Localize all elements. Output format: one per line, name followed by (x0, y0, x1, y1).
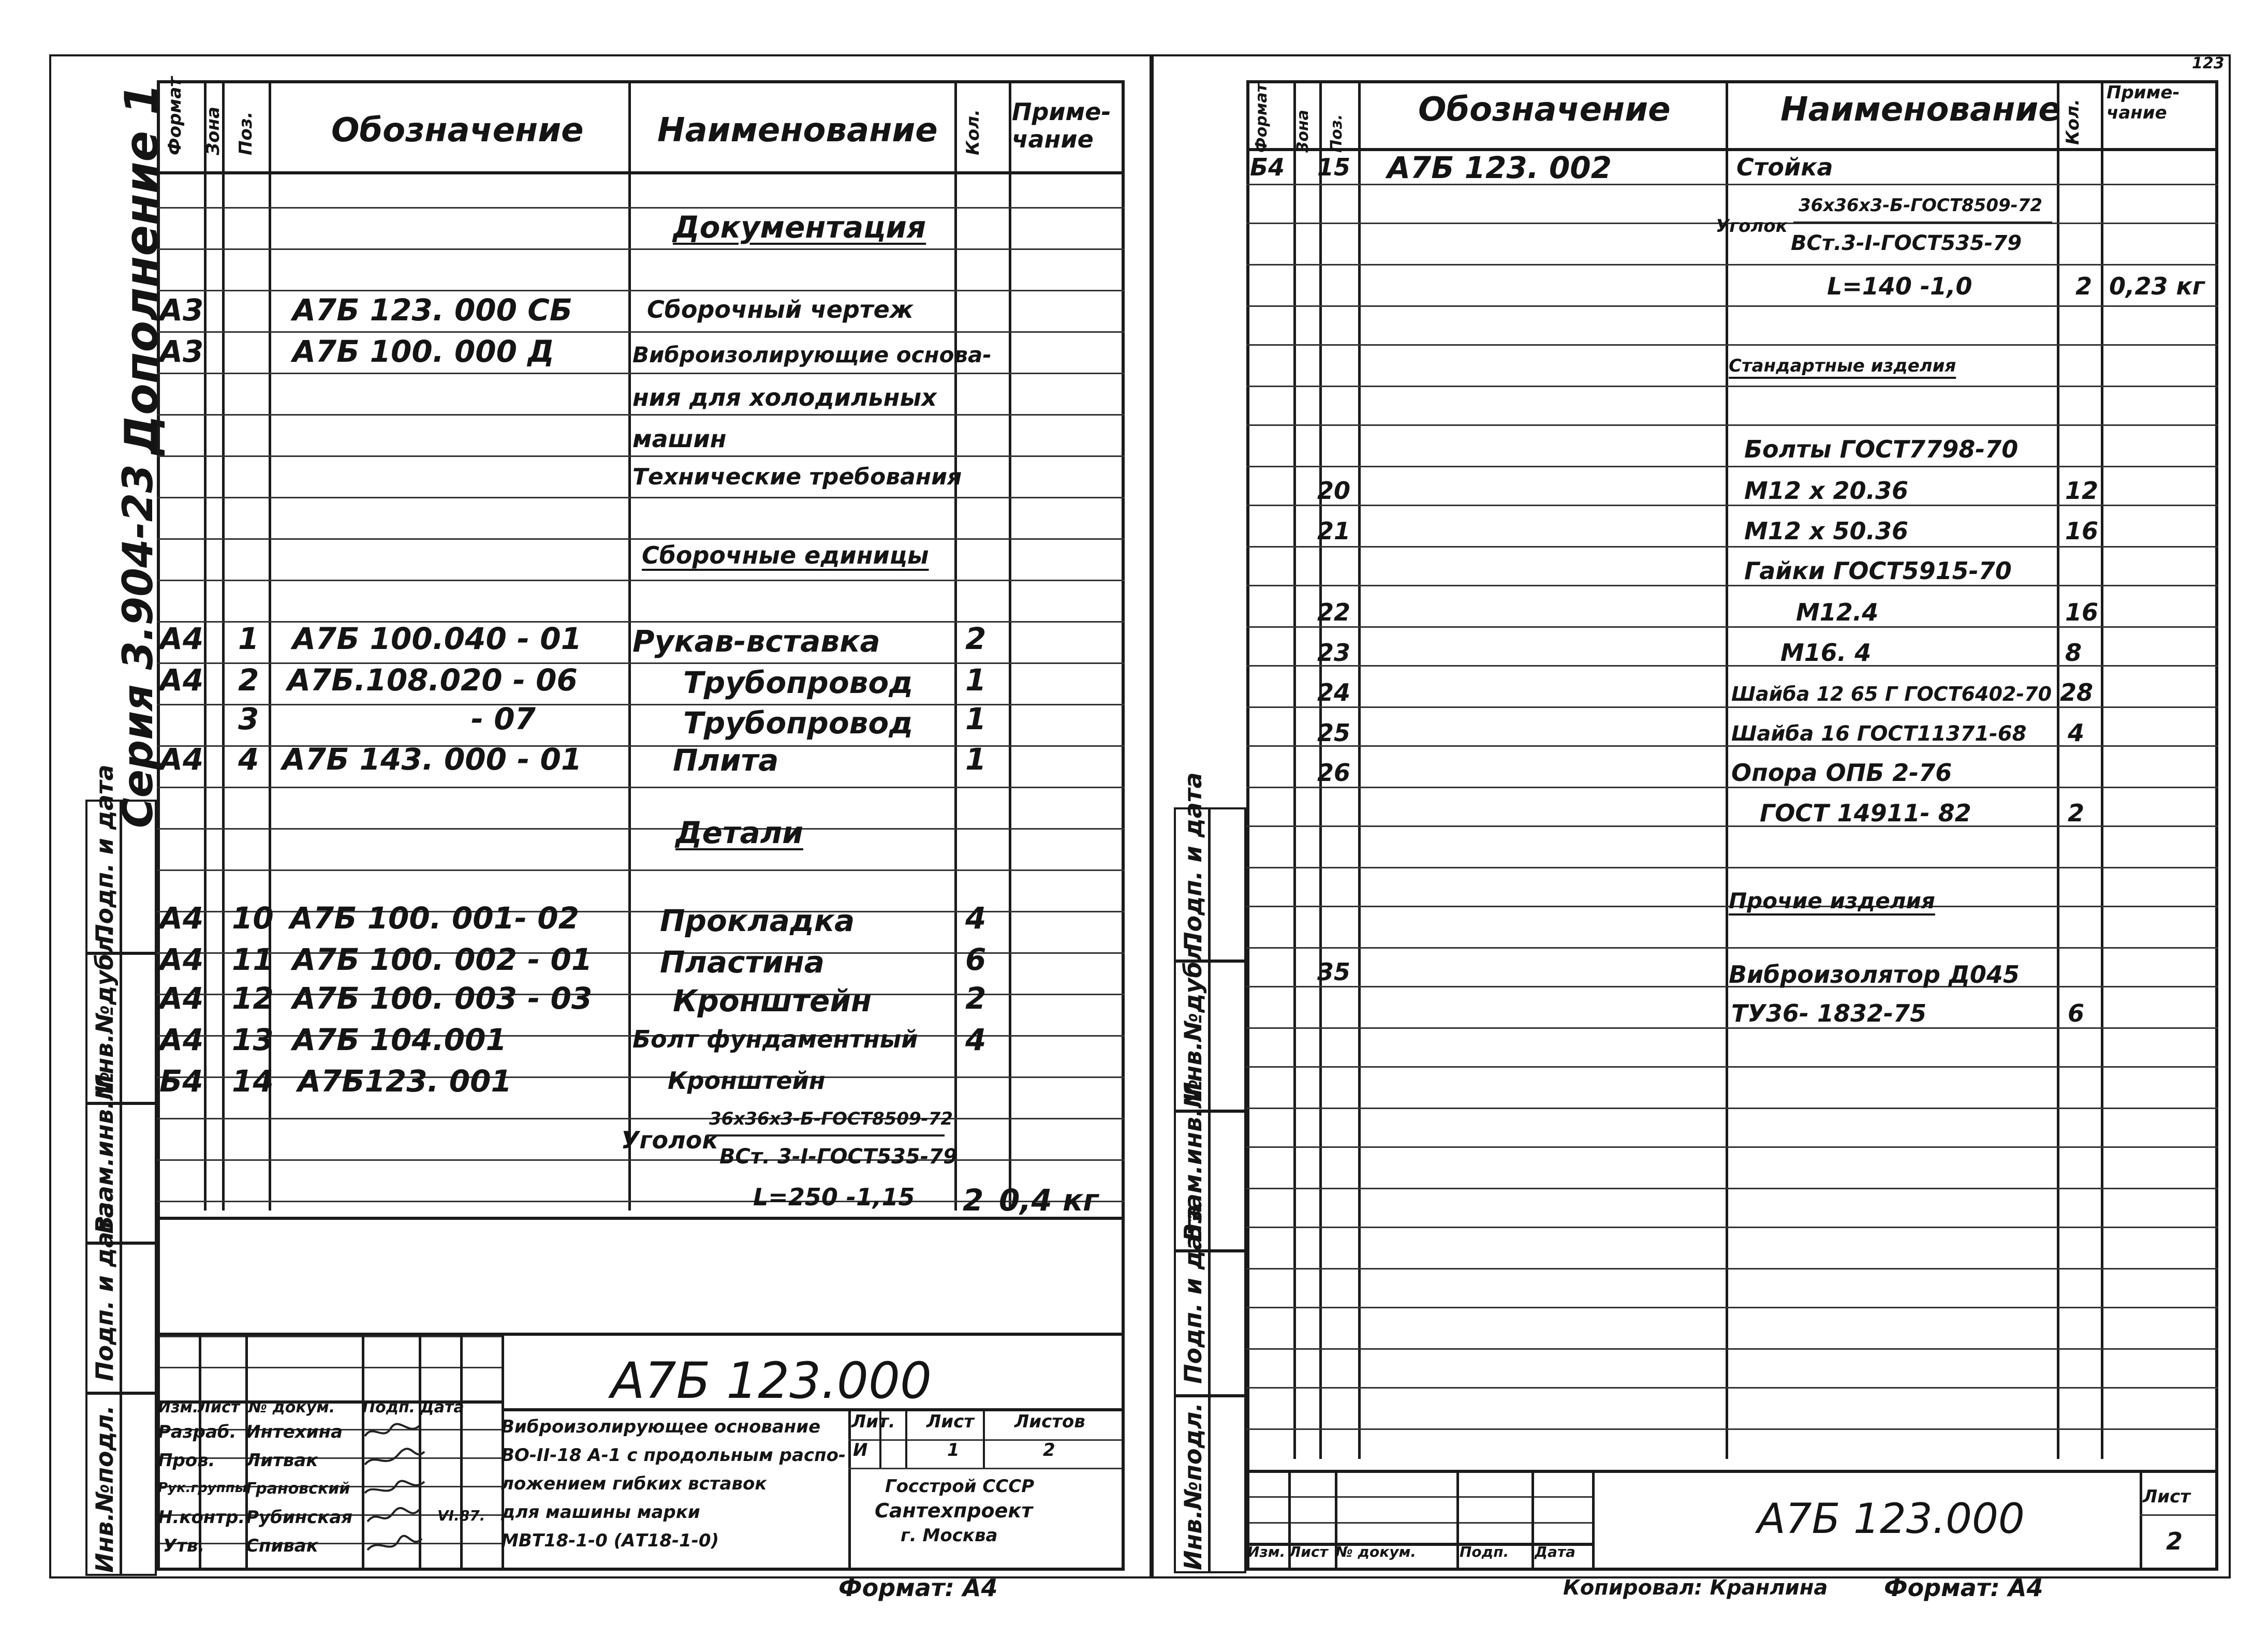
angle-note: 0,4 кг (999, 1183, 1099, 1218)
side-stamp-label: Взам.инв.№ (91, 1071, 119, 1234)
right-format-label: Формат: А4 (1884, 1574, 2043, 1602)
row-name: Трубопровод (683, 665, 914, 700)
row-pos: 21 (1317, 517, 1351, 545)
approval-date: VI.87. (437, 1507, 485, 1524)
row-format: А4 (159, 942, 204, 977)
section-heading: Детали (675, 815, 803, 850)
row-name: Прокладка (660, 903, 855, 938)
row-qty: 16 (2065, 598, 2099, 626)
side-stamp-label: Инв.№дубл. (91, 927, 119, 1094)
row-name: Кронштейн (673, 983, 872, 1019)
row-pos: 24 (1317, 678, 1351, 706)
sheet-label: Лист (926, 1411, 974, 1432)
row-qty: 6 (965, 942, 986, 977)
row-name: Шайба 12 65 Г ГОСТ6402-70 (1731, 683, 2052, 705)
angle-top: 36х36х3-Б-ГОСТ8509-72 (1799, 195, 2043, 216)
row-format: А4 (159, 742, 204, 777)
section-heading: Сборочные единицы (642, 541, 929, 569)
row-format: А3 (159, 292, 204, 328)
row-name: ния для холодильных (632, 383, 937, 411)
row-name: Рукав-вставка (632, 624, 880, 659)
row-pos: 26 (1317, 759, 1351, 787)
row-designation: А7Б123. 001 (298, 1064, 512, 1099)
header-designation: Обозначение (331, 111, 584, 150)
angle-bottom: ВСт.3-I-ГОСТ535-79 (1791, 231, 2022, 255)
right-doc-number: А7Б 123.000 (1757, 1495, 2025, 1543)
row-name: Шайба 16 ГОСТ11371-68 (1731, 722, 2027, 746)
left-series-note: Серия 3.904-23 (114, 464, 162, 828)
left-side-stamp (85, 764, 157, 1576)
org-line: Госстрой СССР (885, 1476, 1035, 1497)
row-pos: 1 (238, 621, 259, 656)
person-name: Литвак (246, 1450, 318, 1471)
row-format: А3 (159, 334, 204, 369)
row-qty: 2 (2068, 799, 2085, 827)
angle-bottom: ВСт. 3-I-ГОСТ535-79 (719, 1145, 958, 1169)
row-pos: 20 (1317, 477, 1351, 505)
row-note: 0,23 кг (2109, 272, 2205, 300)
person-name: Рубинская (246, 1507, 353, 1528)
row-name: Технические требования (632, 464, 962, 490)
row-format: А4 (159, 901, 204, 936)
copied-by: Копировал: Кранлина (1563, 1576, 1828, 1600)
row-pos: 22 (1317, 598, 1351, 626)
header-name: Наименование (657, 111, 938, 150)
row-designation: А7Б 100. 002 - 01 (292, 942, 593, 977)
row-name: Стойка (1736, 153, 1833, 181)
change-header: № докум. (1335, 1543, 1417, 1560)
right-sheet-label: Лист (2143, 1486, 2190, 1507)
side-stamp-label: Подп. и дата (1179, 1204, 1207, 1384)
role-label: Разраб. (158, 1422, 237, 1442)
role-label: Н.контр. (158, 1507, 245, 1528)
lit-label: Лит. (851, 1411, 895, 1432)
row-pos: 13 (232, 1022, 274, 1057)
row-name: М12.4 (1796, 598, 1879, 626)
row-name: Гайки ГОСТ5915-70 (1744, 557, 2012, 585)
row-pos: 11 (232, 942, 274, 977)
row-designation: А7Б 100. 001- 02 (290, 901, 579, 936)
row-designation: - 07 (471, 701, 536, 736)
header-qty: Кол. (2063, 99, 2083, 145)
header-note: Приме-чание (1012, 98, 1111, 153)
title-line: ВО-II-18 А-1 с продольным распо- (501, 1445, 846, 1466)
row-designation: А7Б 143. 000 - 01 (282, 742, 582, 777)
change-header: Изм. (1247, 1543, 1286, 1560)
side-stamp-label: Взам.инв.№ (1179, 1079, 1207, 1242)
row-name: Сборочный чертеж (647, 296, 914, 323)
row-pos: 35 (1317, 958, 1351, 986)
row-qty: 2 (2075, 272, 2093, 300)
row-qty: 4 (965, 901, 986, 936)
person-name: Грановский (246, 1480, 350, 1498)
angle-word: Уголок (621, 1126, 718, 1154)
row-name: Болты ГОСТ7798-70 (1744, 435, 2019, 463)
row-qty: 28 (2060, 678, 2094, 706)
row-designation: А7Б 123. 000 СБ (292, 292, 572, 328)
row-format: А4 (159, 662, 204, 698)
row-pos: 12 (232, 981, 274, 1016)
row-format: А4 (159, 1022, 204, 1057)
row-qty: 1 (965, 662, 986, 698)
row-pos: 15 (1317, 153, 1351, 181)
right-sheet-value: 2 (2166, 1527, 2183, 1555)
angle-divider (706, 1134, 945, 1137)
header-name: Наименование (1780, 91, 2061, 129)
title-line: ложением гибких вставок (501, 1473, 767, 1494)
row-format: А4 (159, 621, 204, 656)
angle-word: Уголок (1716, 216, 1788, 237)
row-name: Опора ОПБ 2-76 (1731, 759, 1952, 787)
row-pos: 2 (238, 662, 259, 698)
row-pos: 10 (232, 901, 274, 936)
row-format: Б4 (159, 1064, 203, 1099)
row-format: А4 (159, 981, 204, 1016)
angle-top: 36х36х3-Б-ГОСТ8509-72 (709, 1109, 953, 1129)
sheets-value: 2 (1043, 1440, 1055, 1460)
role-label: Рук.группы (158, 1480, 247, 1496)
row-designation: А7Б 123. 002 (1387, 150, 1612, 185)
row-qty: 16 (2065, 517, 2099, 545)
change-header: Дата (1535, 1543, 1575, 1560)
change-header: Подп. (362, 1398, 416, 1416)
row-pos: 25 (1317, 719, 1351, 747)
header-pos: Поз. (1328, 114, 1346, 153)
section-heading: Документация (673, 210, 926, 245)
header-format: Формат (165, 77, 185, 155)
row-name: Трубопровод (683, 705, 914, 741)
role-label: Пров. (158, 1450, 215, 1471)
angle-divider (1793, 222, 2052, 224)
side-stamp-label: Подп. и дата (91, 1202, 119, 1381)
row-pos: 4 (238, 742, 259, 777)
change-header: Подп. (1460, 1543, 1509, 1560)
left-doc-number: А7Б 123.000 (611, 1352, 932, 1410)
left-margin-note: Дополнение 1 (115, 83, 168, 455)
row-name: Пластина (660, 945, 825, 980)
sheet-value: 1 (947, 1440, 960, 1460)
row-name: М12 х 50.36 (1744, 517, 1908, 545)
change-header: Лист (198, 1398, 240, 1416)
header-format: Формат (1253, 83, 1271, 153)
row-name: Виброизолирующие основа- (632, 342, 992, 367)
angle-length: L=250 -1,15 (753, 1183, 915, 1211)
row-designation: А7Б.108.020 - 06 (287, 662, 578, 698)
row-format: Б4 (1250, 153, 1285, 181)
row-designation: А7Б 100. 003 - 03 (292, 981, 593, 1016)
section-heading: Прочие изделия (1729, 888, 1935, 913)
row-name: М12 х 20.36 (1744, 477, 1908, 505)
signature-marks (362, 1421, 430, 1566)
org-line: г. Москва (901, 1525, 998, 1546)
right-side-stamp (1174, 772, 1246, 1573)
side-stamp-label: Инв.№подл. (91, 1405, 119, 1573)
left-format-label: Формат: А4 (838, 1574, 998, 1602)
role-label: Утв. (163, 1536, 205, 1556)
header-pos: Поз. (235, 111, 256, 155)
header-qty: Кол. (963, 109, 983, 155)
change-header: Изм. (158, 1398, 199, 1416)
row-qty: 8 (2065, 639, 2082, 667)
row-qty: 12 (2065, 477, 2099, 505)
title-line: для машины марки (501, 1502, 700, 1523)
header-zone: Зона (203, 107, 224, 155)
side-stamp-label: Инв.№дубл. (1179, 935, 1207, 1102)
section-heading: Стандартные изделия (1729, 356, 1956, 376)
row-name: Виброизолятор Д045 (1729, 961, 2020, 988)
row-name: машин (632, 425, 727, 453)
row-pos: 23 (1317, 639, 1351, 667)
row-name: L=140 -1,0 (1827, 272, 1972, 300)
angle-qty: 2 (963, 1183, 984, 1218)
lit-value: И (853, 1440, 868, 1460)
person-name: Интехина (246, 1422, 343, 1442)
side-stamp-label: Подп. и дата (1179, 772, 1207, 952)
side-stamp-label: Подп. и дата (91, 764, 119, 944)
change-header: Дата (420, 1398, 464, 1416)
row-designation: А7Б 104.001 (292, 1022, 507, 1057)
change-header: Лист (1289, 1543, 1328, 1560)
header-zone: Зона (1294, 110, 1312, 153)
title-line: МВТ18-1-0 (АТ18-1-0) (501, 1530, 719, 1551)
corner-number: 123 (2192, 54, 2225, 72)
header-designation: Обозначение (1418, 91, 1671, 129)
person-name: Спивак (246, 1536, 318, 1556)
row-name: Плита (673, 743, 779, 778)
row-qty: 4 (2068, 719, 2085, 747)
row-name: М16. 4 (1780, 639, 1872, 667)
row-name: ГОСТ 14911- 82 (1760, 799, 1971, 827)
side-stamp-label: Инв.№подл. (1179, 1403, 1207, 1570)
row-name: Болт фундаментный (632, 1025, 918, 1053)
change-header: № докум. (248, 1398, 335, 1416)
row-designation: А7Б 100. 000 Д (292, 334, 554, 369)
row-qty: 6 (2068, 999, 2085, 1027)
title-line: Виброизолирующее основание (501, 1416, 821, 1437)
row-qty: 2 (965, 981, 986, 1016)
row-qty: 4 (965, 1022, 986, 1057)
row-name: Кронштейн (668, 1067, 826, 1095)
row-designation: А7Б 100.040 - 01 (292, 621, 582, 656)
row-pos: 14 (232, 1064, 274, 1099)
sheets-label: Листов (1014, 1411, 1085, 1432)
org-line: Сантехпроект (875, 1499, 1033, 1522)
row-qty: 1 (965, 701, 986, 736)
row-pos: 3 (238, 701, 259, 736)
row-qty: 1 (965, 742, 986, 777)
row-qty: 2 (965, 621, 986, 656)
header-note: Приме-чание (2107, 82, 2180, 124)
row-name: ТУ36- 1832-75 (1731, 999, 1927, 1027)
